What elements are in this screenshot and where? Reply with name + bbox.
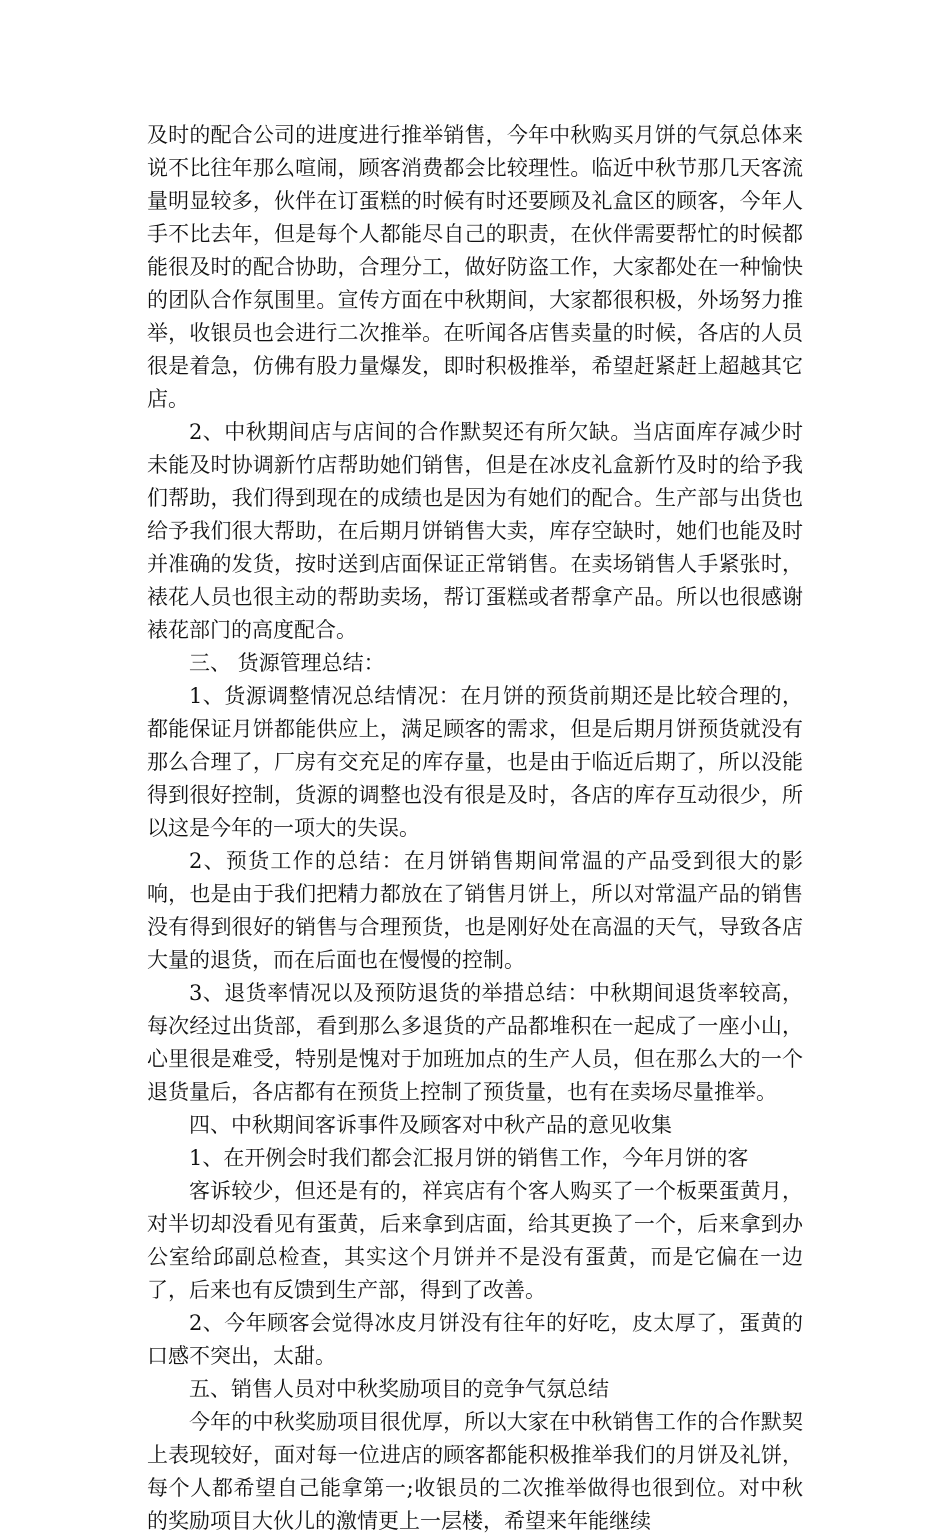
paragraph-meeting-report: 1、在开例会时我们都会汇报月饼的销售工作，今年月饼的客 [189, 1146, 749, 1170]
section-heading-complaints: 四、中秋期间客诉事件及顾客对中秋产品的意见收集 [189, 1113, 672, 1137]
paragraph-return-rate: 3、退货率情况以及预防退货的举措总结：中秋期间退货率较高，每次经过出货部，看到那么多退货的产品都堆积在一起成了一座小山，心里很是难受，特别是愧对于加班加点的生产人员，但在那么大的一个退货量后，各店都有在预货上控制了预货量，也有在卖场尽量推举。 [147, 981, 803, 1104]
document-body [147, 119, 803, 1538]
paragraph-supply-adjustment: 1、货源调整情况总结情况：在月饼的预货前期还是比较合理的，都能保证月饼都能供应上，满足顾客的需求，但是后期月饼预货就没有那么合理了，厂房有交充足的库存量，也是由于临近后期了，所以没能得到很好控制，货源的调整也没有很是及时，各店的库存互动很少，所以这是今年的一项大的失误。 [147, 684, 803, 840]
paragraph-customer-feedback: 2、今年顾客会觉得冰皮月饼没有往年的好吃，皮太厚了，蛋黄的口感不突出，太甜。 [147, 1311, 803, 1368]
paragraph-continuation: 及时的配合公司的进度进行推举销售，今年中秋购买月饼的气氛总体来说不比往年那么喧闹，顾客消费都会比较理性。临近中秋节那几天客流量明显较多，伙伴在订蛋糕的时候有时还要顾及礼盒区的顾客，今年人手不比去年，但是每个人都能尽自己的职责，在伙伴需要帮忙的时候都能很及时的配合协助，合理分工，做好防盗工作，大家都处在一种愉快的团队合作氛围里。宣传方面在中秋期间，大家都很积极，外场努力推举，收银员也会进行二次推举。在听闻各店售卖量的时候，各店的人员很是着急，仿佛有股力量爆发，即时积极推举，希望赶紧赶上超越其它店。 [147, 123, 803, 411]
paragraph-complaint-detail: 客诉较少，但还是有的，祥宾店有个客人购买了一个板栗蛋黄月，对半切却没看见有蛋黄，后来拿到店面，给其更换了一个，后来拿到办公室给邱副总检查，其实这个月饼并不是没有蛋黄，而是它偏在一边了，后来也有反馈到生产部，得到了改善。 [147, 1179, 803, 1302]
paragraph-incentive-summary: 今年的中秋奖励项目很优厚，所以大家在中秋销售工作的合作默契上表现较好，面对每一位进店的顾客都能积极推举我们的月饼及礼饼，每个人都希望自己能拿第一;收银员的二次推举做得也很到位。对中秋的奖励项目大伙儿的激情更上一层楼，希望来年能继续 [147, 1410, 803, 1533]
paragraph-pre-order-summary: 2、预货工作的总结：在月饼销售期间常温的产品受到很大的影响，也是由于我们把精力都放在了销售月饼上，所以对常温产品的销售没有得到很好的销售与合理预货，也是刚好处在高温的天气，导致各店大量的退货，而在后面也在慢慢的控制。 [147, 849, 803, 972]
section-heading-incentives: 五、销售人员对中秋奖励项目的竞争气氛总结 [189, 1377, 609, 1401]
section-heading-supply-management: 三、 货源管理总结： [189, 651, 385, 675]
paragraph-store-cooperation: 2、中秋期间店与店间的合作默契还有所欠缺。当店面库存减少时未能及时协调新竹店帮助她们销售，但是在冰皮礼盒新竹及时的给予我们帮助，我们得到现在的成绩也是因为有她们的配合。生产部与出货也给予我们很大帮助，在后期月饼销售大卖，库存空缺时，她们也能及时并准确的发货，按时送到店面保证正常销售。在卖场销售人手紧张时，裱花人员也很主动的帮助卖场，帮订蛋糕或者帮拿产品。所以也很感谢裱花部门的高度配合。 [147, 420, 803, 642]
